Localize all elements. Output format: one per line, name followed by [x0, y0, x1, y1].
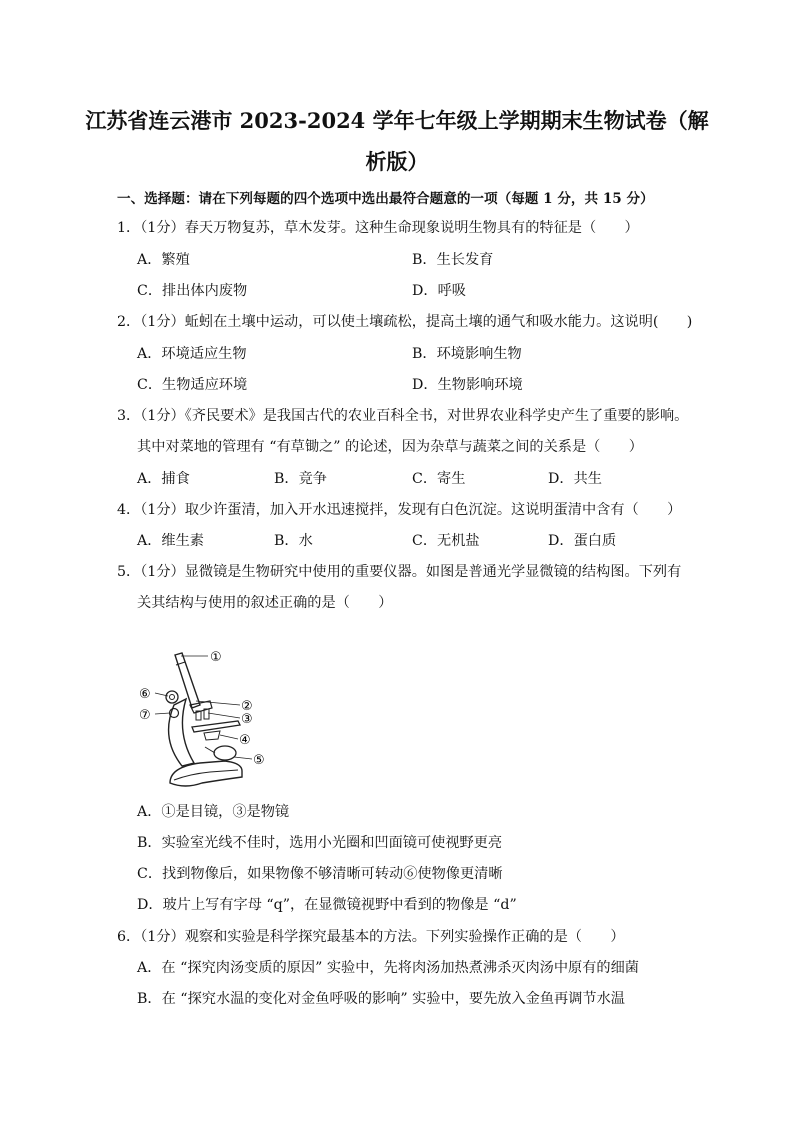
question-3-option-a: A．捕食: [137, 471, 190, 487]
question-5-stem-line-2: 关其结构与使用的叙述正确的是（ ）: [137, 595, 393, 611]
question-4-option-b: B．水: [274, 533, 313, 549]
question-3-option-b: B．竞争: [274, 471, 327, 487]
question-5-option-a: A．①是目镜，③是物镜: [137, 804, 290, 820]
figure-label-7: ⑦: [139, 708, 151, 723]
question-4-option-a: A．维生素: [137, 533, 204, 549]
document-title-continued: 析版）: [365, 149, 429, 174]
question-2-option-b: B．环境影响生物: [412, 346, 522, 362]
question-4-option-d: D．蛋白质: [548, 533, 617, 549]
document-title: 江苏省连云港市 2023-2024 学年七年级上学期期末生物试卷（解: [85, 108, 709, 133]
question-5-stem-line-1: 5．（1分）显微镜是生物研究中使用的重要仪器。如图是普通光学显微镜的结构图。下列有: [117, 564, 682, 580]
question-1-option-c: C．排出体内废物: [137, 283, 248, 299]
question-5-option-b: B．实验室光线不佳时，选用小光圈和凹面镜可使视野更亮: [137, 835, 503, 851]
figure-label-2: ②: [241, 699, 253, 714]
question-1-option-d: D．呼吸: [412, 283, 466, 299]
question-3-option-d: D．共生: [548, 471, 602, 487]
figure-label-1: ①: [210, 650, 222, 665]
figure-label-5: ⑤: [253, 753, 265, 768]
section-heading: 一、选择题：请在下列每题的四个选项中选出最符合题意的一项（每题 1 分，共 15 分）: [117, 191, 654, 207]
question-6-option-b: B．在 “探究水温的变化对金鱼呼吸的影响” 实验中，要先放入金鱼再调节水温: [137, 991, 625, 1007]
question-3-stem-line-2: 其中对菜地的管理有 “有草锄之” 的论述，因为杂草与蔬菜之间的关系是（ ）: [137, 439, 643, 455]
question-4-option-c: C．无机盐: [412, 533, 480, 549]
question-3-stem-line-1: 3．（1分）《齐民要术》是我国古代的农业百科全书，对世界农业科学史产生了重要的影响。: [117, 408, 689, 424]
question-1-stem: 1．（1分）春天万物复苏，草木发芽。这种生命现象说明生物具有的特征是（ ）: [117, 220, 639, 236]
question-3-option-c: C．寄生: [412, 471, 466, 487]
figure-label-4: ④: [239, 733, 251, 748]
question-2-option-d: D．生物影响环境: [412, 377, 523, 393]
question-2-stem: 2．（1分）蚯蚓在土壤中运动，可以使土壤疏松，提高土壤的通气和吸水能力。这说明( ): [117, 314, 693, 330]
question-1-option-a: A．繁殖: [137, 252, 190, 268]
question-5-option-d: D．玻片上写有字母 “q”，在显微镜视野中看到的物像是 “d”: [137, 897, 517, 913]
question-1-option-b: B．生长发育: [412, 252, 494, 268]
figure-label-3: ③: [241, 712, 253, 727]
question-2-option-c: C．生物适应环境: [137, 377, 248, 393]
question-5-option-c: C．找到物像后，如果物像不够清晰可转动⑥使物像更清晰: [137, 866, 503, 882]
question-4-stem: 4．（1分）取少许蛋清，加入开水迅速搅拌，发现有白色沉淀。这说明蛋清中含有（ ）: [117, 502, 682, 518]
question-6-option-a: A．在 “探究肉汤变质的原因” 实验中，先将肉汤加热煮沸杀灭肉汤中原有的细菌: [137, 960, 639, 976]
figure-label-6: ⑥: [139, 687, 151, 702]
question-6-stem: 6．（1分）观察和实验是科学探究最基本的方法。下列实验操作正确的是（ ）: [117, 929, 625, 945]
question-2-option-a: A．环境适应生物: [137, 346, 247, 362]
microscope-diagram: [130, 643, 270, 793]
